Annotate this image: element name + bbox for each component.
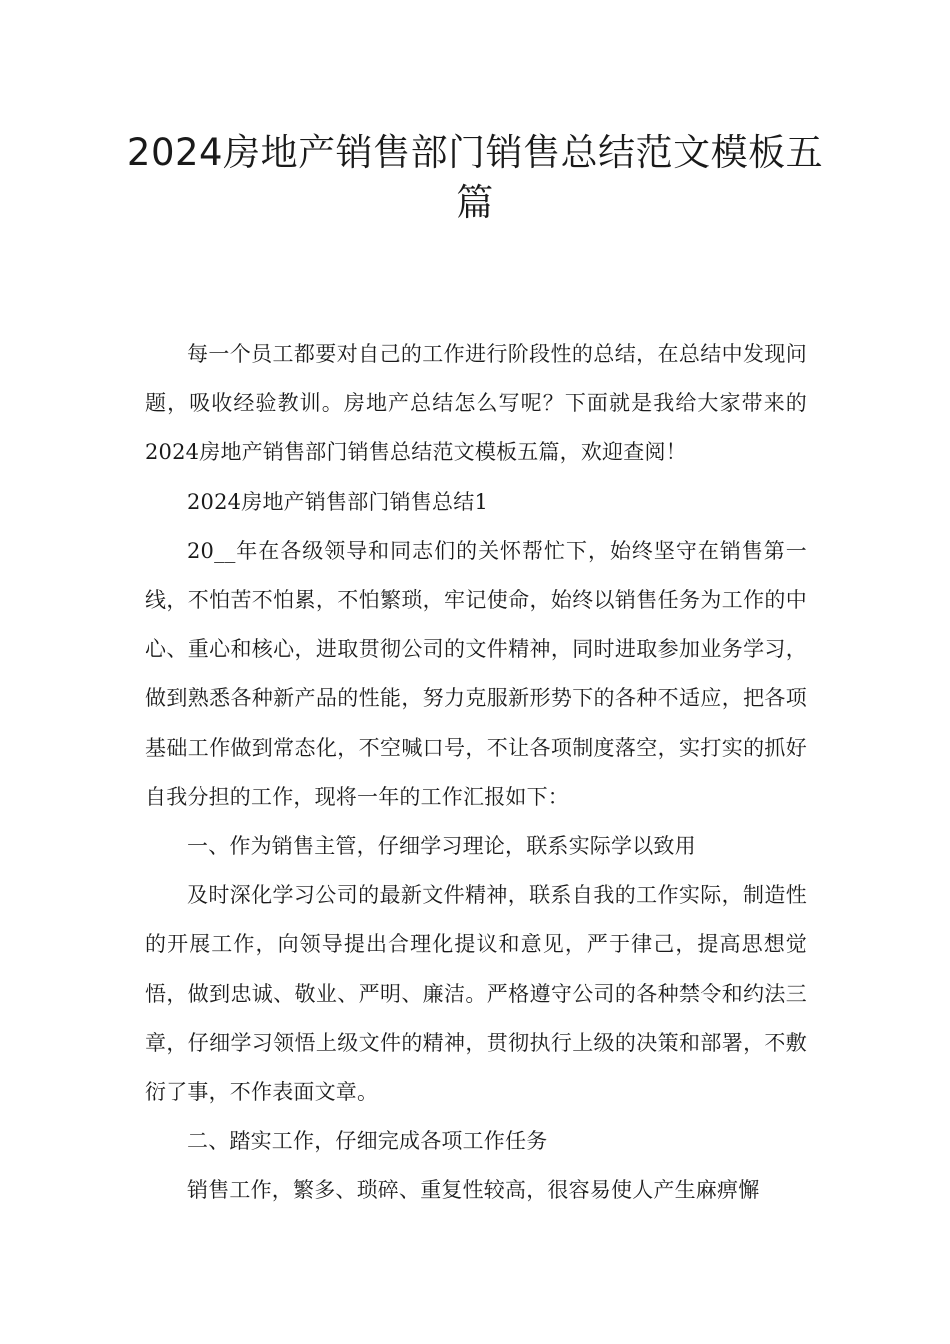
subsection-heading: 一、作为销售主管，仔细学习理论，联系实际学以致用 xyxy=(187,834,696,859)
document-title: 2024房地产销售部门销售总结范文模板五篇 xyxy=(126,131,824,224)
body-paragraph: 20__年在各级领导和同志们的关怀帮忙下，始终坚守在销售第一线，不怕苦不怕累，不怕繁琐，牢记使命，始终以销售任务为工作的中心、重心和核心，进取贯彻公司的文件精神，同时进取参加业务学习，做到熟悉各种新产品的性能，努力克服新形势下的各种不适应，把各项基础工作做到常态化，不空喊口号，不让各项制度落空，实打实的抓好自我分担的工作，现将一年的工作汇报如下： xyxy=(145,538,807,809)
body-paragraph: 销售工作，繁多、琐碎、重复性较高，很容易使人产生麻痹懈 xyxy=(187,1178,760,1203)
document-body xyxy=(145,330,807,1216)
body-paragraph: 及时深化学习公司的最新文件精神，联系自我的工作实际，制造性的开展工作，向领导提出合理化提议和意见，严于律己，提高思想觉悟，做到忠诚、敬业、严明、廉洁。严格遵守公司的各种禁令和约法三章，仔细学习领悟上级文件的精神，贯彻执行上级的决策和部署，不敷衍了事，不作表面文章。 xyxy=(145,883,807,1105)
section-heading: 2024房地产销售部门销售总结1 xyxy=(187,489,489,514)
subsection-heading: 二、踏实工作，仔细完成各项工作任务 xyxy=(187,1129,548,1154)
intro-paragraph: 每一个员工都要对自己的工作进行阶段性的总结，在总结中发现问题，吸收经验教训。房地产总结怎么写呢？下面就是我给大家带来的2024房地产销售部门销售总结范文模板五篇，欢迎查阅！ xyxy=(145,342,807,465)
